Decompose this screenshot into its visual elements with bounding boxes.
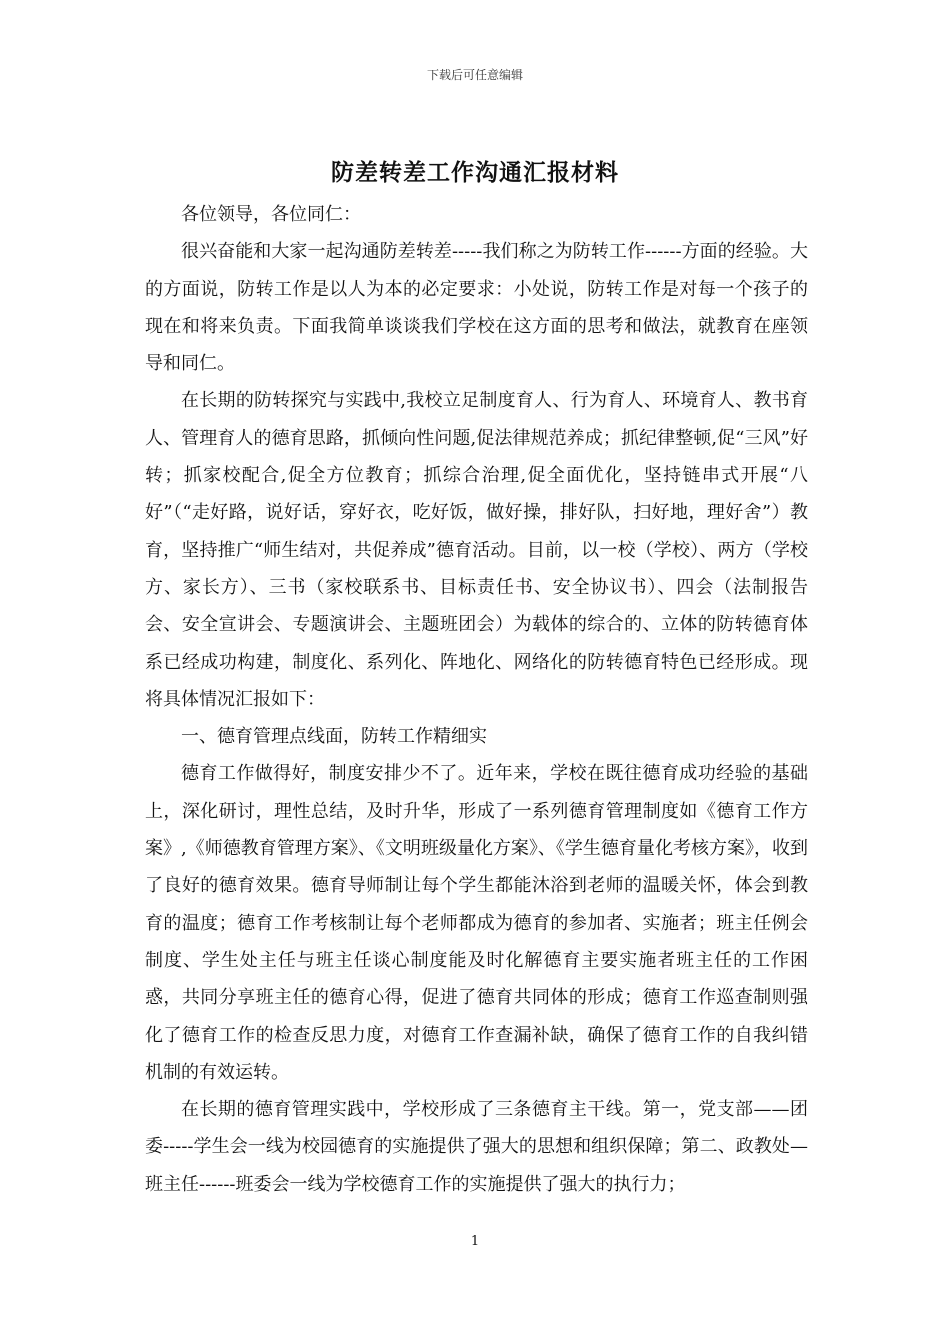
document-body bbox=[145, 196, 808, 1203]
document-title: 防差转差工作沟通汇报材料 bbox=[331, 159, 619, 186]
paragraph-mainlines: 在长期的德育管理实践中，学校形成了三条德育主干线。第一，党支部——团委-----学生会一线为校园德育的实施提供了强大的思想和组织保障；第二、政教处—班主任------班委会一线为学校德育工作的实施提供了强大的执行力； bbox=[145, 1099, 808, 1195]
section-heading-1: 一、德育管理点线面，防转工作精细实 bbox=[181, 726, 487, 748]
header-note: 下载后可任意编辑 bbox=[426, 68, 523, 82]
paragraph-intro: 很兴奋能和大家一起沟通防差转差-----我们称之为防转工作------方面的经验。大的方面说，防转工作是以人为本的必定要求：小处说，防转工作是对每一个孩子的现在和将来负责。下面我简单谈谈我们学校在这方面的思考和做法，就教育在座领导和同仁。 bbox=[145, 241, 808, 375]
page-number: 1 bbox=[470, 1234, 480, 1249]
paragraph-overview: 在长期的防转探究与实践中,我校立足制度育人、行为育人、环境育人、教书育人、管理育人的德育思路，抓倾向性问题,促法律规范养成；抓纪律整顿,促“三风”好转；抓家校配合,促全方位教育；抓综合治理,促全面优化，坚持链串式开展“八好”（“走好路，说好话，穿好衣，吃好饭，做好操，排好队，扫好地，理好舍”）教育，坚持推广“师生结对，共促养成”德育活动。目前，以一校（学校）、两方（学校方、家长方）、三书（家校联系书、目标责任书、安全协议书）、四会（法制报告会、安全宣讲会、专题演讲会、主题班团会）为载体的综合的、立体的防转德育体系已经成功构建，制度化、系列化、阵地化、网络化的防转德育特色已经形成。现将具体情况汇报如下： bbox=[145, 390, 808, 710]
paragraph-greeting: 各位领导，各位同仁： bbox=[181, 204, 361, 225]
paragraph-management: 德育工作做得好，制度安排少不了。近年来，学校在既往德育成功经验的基础上，深化研讨，理性总结，及时升华，形成了一系列德育管理制度如《德育工作方案》,《师德教育管理方案》、《文明班级量化方案》、《学生德育量化考核方案》，收到了良好的德育效果。德育导师制让每个学生都能沐浴到老师的温暖关怀，体会到教育的温度；德育工作考核制让每个老师都成为德育的参加者、实施者；班主任例会制度、学生处主任与班主任谈心制度能及时化解德育主要实施者班主任的工作困惑，共同分享班主任的德育心得，促进了德育共同体的形成；德育工作巡查制则强化了德育工作的检查反思力度，对德育工作查漏补缺，确保了德育工作的自我纠错机制的有效运转。 bbox=[145, 763, 808, 1083]
